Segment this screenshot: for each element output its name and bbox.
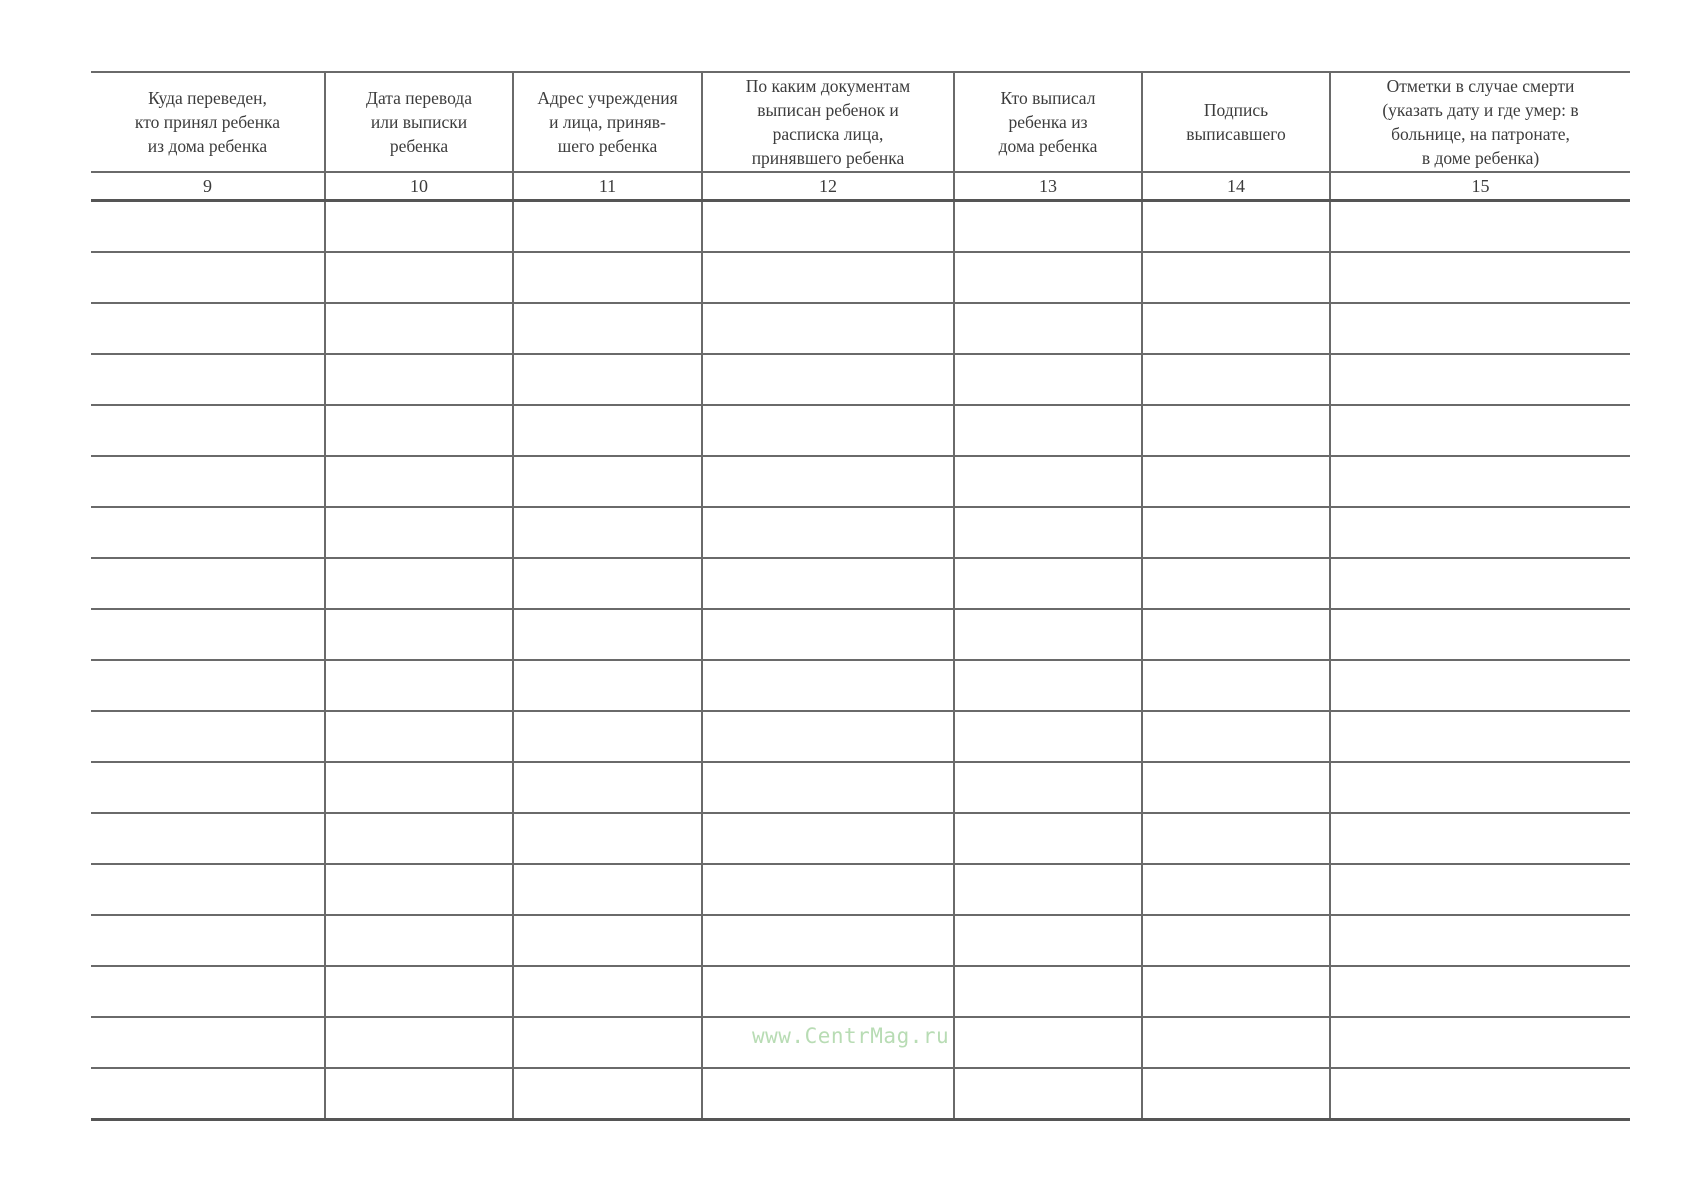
table-row bbox=[91, 252, 1630, 303]
table-row bbox=[91, 303, 1630, 354]
table-cell[interactable] bbox=[325, 558, 513, 609]
table-row bbox=[91, 915, 1630, 966]
table-cell[interactable] bbox=[1142, 201, 1330, 253]
table-row bbox=[91, 966, 1630, 1017]
table-cell[interactable] bbox=[513, 864, 702, 915]
table-cell[interactable] bbox=[702, 915, 954, 966]
table-cell[interactable] bbox=[702, 303, 954, 354]
table-cell[interactable] bbox=[1330, 1068, 1630, 1120]
column-header-row bbox=[91, 72, 1630, 172]
table-row bbox=[91, 660, 1630, 711]
table-cell[interactable] bbox=[702, 660, 954, 711]
table-cell[interactable] bbox=[1142, 252, 1330, 303]
table-cell[interactable] bbox=[1330, 558, 1630, 609]
table-cell[interactable] bbox=[702, 864, 954, 915]
table-row bbox=[91, 456, 1630, 507]
table-cell[interactable] bbox=[1142, 354, 1330, 405]
table-cell[interactable] bbox=[954, 966, 1142, 1017]
table-cell[interactable] bbox=[91, 252, 325, 303]
table-cell[interactable] bbox=[1330, 762, 1630, 813]
table-cell[interactable] bbox=[1142, 405, 1330, 456]
table-cell[interactable] bbox=[325, 711, 513, 762]
column-number: 13 bbox=[954, 172, 1142, 201]
table-cell[interactable] bbox=[325, 660, 513, 711]
table-cell[interactable] bbox=[513, 252, 702, 303]
table-cell[interactable] bbox=[954, 354, 1142, 405]
column-header-signature: Подпись выписавшего bbox=[1142, 72, 1330, 172]
table-row bbox=[91, 711, 1630, 762]
table-cell[interactable] bbox=[1330, 252, 1630, 303]
table-cell[interactable] bbox=[954, 915, 1142, 966]
column-header-discharged-by: Кто выписал ребенка из дома ребенка bbox=[954, 72, 1142, 172]
table-cell[interactable] bbox=[1142, 966, 1330, 1017]
table-cell[interactable] bbox=[325, 915, 513, 966]
table-cell[interactable] bbox=[1330, 507, 1630, 558]
table-cell[interactable] bbox=[513, 201, 702, 253]
table-cell[interactable] bbox=[1330, 660, 1630, 711]
table-cell[interactable] bbox=[91, 201, 325, 253]
table-cell[interactable] bbox=[513, 354, 702, 405]
table-cell[interactable] bbox=[325, 762, 513, 813]
table-cell[interactable] bbox=[91, 456, 325, 507]
table-cell[interactable] bbox=[1330, 915, 1630, 966]
table-cell[interactable] bbox=[954, 609, 1142, 660]
table-cell[interactable] bbox=[1330, 966, 1630, 1017]
table-cell[interactable] bbox=[91, 609, 325, 660]
table-cell[interactable] bbox=[702, 405, 954, 456]
table-cell[interactable] bbox=[954, 762, 1142, 813]
table-cell[interactable] bbox=[1142, 1017, 1330, 1068]
table-row bbox=[91, 405, 1630, 456]
table-row bbox=[91, 762, 1630, 813]
table-cell[interactable] bbox=[702, 1068, 954, 1120]
table-cell[interactable] bbox=[513, 813, 702, 864]
column-header-institution-address: Адрес учреждения и лица, приняв- шего ребенка bbox=[513, 72, 702, 172]
table-cell[interactable] bbox=[325, 864, 513, 915]
table-cell[interactable] bbox=[91, 1017, 325, 1068]
table-cell[interactable] bbox=[513, 507, 702, 558]
table-cell[interactable] bbox=[954, 660, 1142, 711]
table-cell[interactable] bbox=[954, 201, 1142, 253]
table-cell[interactable] bbox=[1330, 711, 1630, 762]
table-cell[interactable] bbox=[1142, 864, 1330, 915]
table-cell[interactable] bbox=[325, 405, 513, 456]
table-cell[interactable] bbox=[1330, 354, 1630, 405]
table-cell[interactable] bbox=[1330, 405, 1630, 456]
table-cell[interactable] bbox=[702, 813, 954, 864]
table-cell[interactable] bbox=[91, 558, 325, 609]
table-cell[interactable] bbox=[91, 711, 325, 762]
table-cell[interactable] bbox=[702, 762, 954, 813]
table-cell[interactable] bbox=[702, 558, 954, 609]
table-cell[interactable] bbox=[91, 966, 325, 1017]
table-cell[interactable] bbox=[702, 711, 954, 762]
table-cell[interactable] bbox=[91, 813, 325, 864]
table-cell[interactable] bbox=[513, 915, 702, 966]
table-cell[interactable] bbox=[1330, 303, 1630, 354]
table-cell[interactable] bbox=[91, 303, 325, 354]
table-row bbox=[91, 354, 1630, 405]
table-cell[interactable] bbox=[1142, 711, 1330, 762]
table-cell[interactable] bbox=[954, 405, 1142, 456]
table-row bbox=[91, 864, 1630, 915]
table-cell[interactable] bbox=[513, 303, 702, 354]
table-cell[interactable] bbox=[702, 201, 954, 253]
column-number: 9 bbox=[91, 172, 325, 201]
table-cell[interactable] bbox=[954, 711, 1142, 762]
table-cell[interactable] bbox=[325, 303, 513, 354]
table-row bbox=[91, 507, 1630, 558]
table-cell[interactable] bbox=[325, 813, 513, 864]
table-cell[interactable] bbox=[954, 1017, 1142, 1068]
table-cell[interactable] bbox=[513, 711, 702, 762]
table-cell[interactable] bbox=[325, 1068, 513, 1120]
column-number: 15 bbox=[1330, 172, 1630, 201]
table-cell[interactable] bbox=[513, 660, 702, 711]
table-cell[interactable] bbox=[954, 558, 1142, 609]
table-cell[interactable] bbox=[1142, 609, 1330, 660]
table-cell[interactable] bbox=[954, 303, 1142, 354]
table-cell[interactable] bbox=[1330, 609, 1630, 660]
table-cell[interactable] bbox=[513, 456, 702, 507]
register-table bbox=[91, 71, 1630, 1121]
table-cell[interactable] bbox=[325, 609, 513, 660]
table-cell[interactable] bbox=[954, 252, 1142, 303]
table-cell[interactable] bbox=[1142, 558, 1330, 609]
table-cell[interactable] bbox=[1330, 864, 1630, 915]
table-cell[interactable] bbox=[1330, 813, 1630, 864]
column-header-transferred-to: Куда переведен, кто принял ребенка из дома ребенка bbox=[91, 72, 325, 172]
table-cell[interactable] bbox=[513, 966, 702, 1017]
table-cell[interactable] bbox=[513, 1017, 702, 1068]
table-cell[interactable] bbox=[1142, 813, 1330, 864]
table-cell[interactable] bbox=[325, 456, 513, 507]
table-cell[interactable] bbox=[954, 456, 1142, 507]
table-cell[interactable] bbox=[91, 915, 325, 966]
table-cell[interactable] bbox=[513, 1068, 702, 1120]
table-cell[interactable] bbox=[1330, 201, 1630, 253]
table-row bbox=[91, 813, 1630, 864]
table-cell[interactable] bbox=[1142, 660, 1330, 711]
table-cell[interactable] bbox=[325, 1017, 513, 1068]
table-cell[interactable] bbox=[325, 252, 513, 303]
table-cell[interactable] bbox=[702, 252, 954, 303]
table-row bbox=[91, 201, 1630, 253]
table-cell[interactable] bbox=[1330, 1017, 1630, 1068]
table-row bbox=[91, 558, 1630, 609]
column-number: 14 bbox=[1142, 172, 1330, 201]
watermark: www.CentrMag.ru bbox=[752, 1024, 950, 1048]
table-cell[interactable] bbox=[91, 660, 325, 711]
table-cell[interactable] bbox=[702, 507, 954, 558]
table-cell[interactable] bbox=[702, 609, 954, 660]
table-cell[interactable] bbox=[1142, 507, 1330, 558]
table-cell[interactable] bbox=[954, 1068, 1142, 1120]
column-number: 11 bbox=[513, 172, 702, 201]
table-cell[interactable] bbox=[1142, 303, 1330, 354]
table-cell[interactable] bbox=[91, 762, 325, 813]
table-cell[interactable] bbox=[325, 354, 513, 405]
table-cell[interactable] bbox=[954, 507, 1142, 558]
column-number-row bbox=[91, 172, 1630, 201]
table-cell[interactable] bbox=[702, 354, 954, 405]
table-cell[interactable] bbox=[325, 201, 513, 253]
table-cell[interactable] bbox=[91, 864, 325, 915]
column-header-death-notes: Отметки в случае смерти (указать дату и где умер: в больнице, на патронате, в доме ребенка) bbox=[1330, 72, 1630, 172]
table-cell[interactable] bbox=[1330, 456, 1630, 507]
table-cell[interactable] bbox=[702, 966, 954, 1017]
column-number: 10 bbox=[325, 172, 513, 201]
table-row bbox=[91, 1068, 1630, 1120]
column-number: 12 bbox=[702, 172, 954, 201]
register-form bbox=[91, 71, 1630, 1121]
table-cell[interactable] bbox=[954, 864, 1142, 915]
table-cell[interactable] bbox=[513, 762, 702, 813]
table-cell[interactable] bbox=[91, 507, 325, 558]
column-header-transfer-date: Дата перевода или выписки ребенка bbox=[325, 72, 513, 172]
table-cell[interactable] bbox=[325, 507, 513, 558]
table-cell[interactable] bbox=[513, 558, 702, 609]
table-cell[interactable] bbox=[325, 966, 513, 1017]
column-header-discharge-documents: По каким документам выписан ребенок и расписка лица, принявшего ребенка bbox=[702, 72, 954, 172]
table-row bbox=[91, 609, 1630, 660]
table-cell[interactable] bbox=[1142, 762, 1330, 813]
table-cell[interactable] bbox=[954, 813, 1142, 864]
table-cell[interactable] bbox=[91, 354, 325, 405]
table-body bbox=[91, 201, 1630, 1120]
table-cell[interactable] bbox=[1142, 1068, 1330, 1120]
table-cell[interactable] bbox=[513, 405, 702, 456]
table-cell[interactable] bbox=[91, 1068, 325, 1120]
table-cell[interactable] bbox=[1142, 456, 1330, 507]
table-cell[interactable] bbox=[702, 456, 954, 507]
table-cell[interactable] bbox=[1142, 915, 1330, 966]
table-cell[interactable] bbox=[91, 405, 325, 456]
table-cell[interactable] bbox=[513, 609, 702, 660]
